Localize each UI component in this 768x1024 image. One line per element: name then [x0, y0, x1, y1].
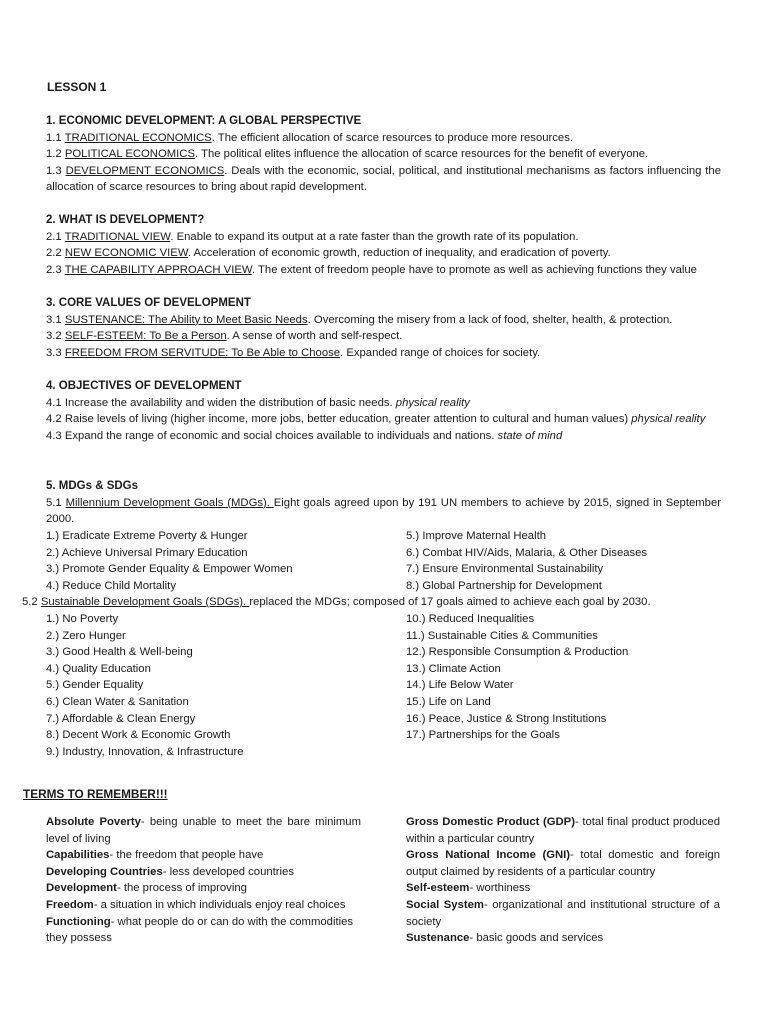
list-item: 16.) Peace, Justice & Strong Institutions — [406, 712, 607, 725]
definition-item: 2.2 NEW ECONOMIC VIEW. Acceleration of economic growth, reduction of inequality, and eradication of poverty. — [46, 247, 611, 260]
list-item: 17.) Partnerships for the Goals — [406, 729, 560, 742]
section-economic-development — [46, 113, 721, 196]
mdg-intro: 5.1 Millennium Development Goals (MDGs). Eight goals agreed upon by 191 UN members to achieve by 2015, signed in September 2000. — [46, 496, 721, 526]
definition-item: 1.1 TRADITIONAL ECONOMICS. The efficient allocation of scarce resources to produce more resources. — [46, 131, 573, 144]
objective-item: 4.2 Raise levels of living (higher income, more jobs, better education, greater attention to cultural and human values) physical reality — [46, 413, 706, 426]
list-item: 6.) Combat HIV/Aids, Malaria, & Other Diseases — [406, 546, 648, 559]
definition-item: 3.3 FREEDOM FROM SERVITUDE: To Be Able to Choose. Expanded range of choices for society. — [46, 346, 541, 359]
definition-item: 3.2 SELF-ESTEEM: To Be a Person. A sense of worth and self-respect. — [46, 330, 403, 343]
list-item: 4.) Reduce Child Mortality — [46, 579, 176, 592]
sdg-list-right — [406, 611, 628, 744]
list-item: 8.) Decent Work & Economic Growth — [46, 729, 231, 742]
list-item: 1.) Eradicate Extreme Poverty & Hunger — [46, 530, 248, 542]
section-what-is-development — [46, 212, 721, 278]
section-heading: 5. MDGs & SDGs — [46, 480, 139, 492]
sdg-intro: 5.2 Sustainable Development Goals (SDGs). replaced the MDGs; composed of 17 goals aimed to achieve each goal by 2030. — [22, 596, 651, 608]
definition-item: 1.2 POLITICAL ECONOMICS. The political elites influence the allocation of scarce resources for the benefit of everyone. — [46, 148, 649, 161]
term-entry: Social System- organizational and institutional structure of a society — [406, 898, 721, 928]
definition-item: 2.1 TRADITIONAL VIEW. Enable to expand its output at a rate faster than the growth rate of its population. — [46, 230, 579, 243]
list-item: 7.) Affordable & Clean Energy — [46, 712, 196, 725]
list-item: 15.) Life on Land — [406, 695, 491, 708]
mdg-list-left — [46, 528, 293, 594]
term-entry: Functioning- what people do or can do with the commodities they possess — [46, 915, 354, 945]
term-entry: Self-esteem- worthiness — [406, 882, 531, 895]
term-entry: Absolute Poverty- being unable to meet the bare minimum level of living — [46, 816, 361, 845]
list-item: 4.) Quality Education — [46, 662, 151, 675]
definition-item: 1.3 DEVELOPMENT ECONOMICS. Deals with the economic, social, political, and institutional mechanisms as factors influencing the allocation of scarce resources to bring about rapid development. — [46, 164, 721, 194]
definition-item: 3.1 SUSTENANCE: The Ability to Meet Basic Needs. Overcoming the misery from a lack of food, shelter, health, & protection. — [46, 313, 673, 326]
section-heading: 4. OBJECTIVES OF DEVELOPMENT — [46, 380, 242, 392]
list-item: 13.) Climate Action — [406, 662, 501, 675]
term-entry: Developing Countries- less developed countries — [46, 865, 294, 878]
list-item: 12.) Responsible Consumption & Production — [406, 646, 629, 659]
term-entry: Gross Domestic Product (GDP)- total final product produced within a particular country — [406, 816, 720, 845]
term-entry: Sustenance- basic goods and services — [406, 932, 604, 945]
list-item: 9.) Industry, Innovation, & Infrastructure — [46, 745, 244, 758]
objective-item: 4.1 Increase the availability and widen the distribution of basic needs. physical reality — [46, 396, 470, 409]
list-item: 2.) Achieve Universal Primary Education — [46, 546, 248, 559]
terms-right-column — [406, 814, 720, 947]
list-item: 3.) Good Health & Well-being — [46, 646, 193, 659]
section-heading: 3. CORE VALUES OF DEVELOPMENT — [46, 297, 251, 309]
term-entry: Capabilities- the freedom that people have — [46, 849, 264, 862]
list-item: 5.) Gender Equality — [46, 679, 144, 692]
list-item: 7.) Ensure Environmental Sustainability — [406, 563, 604, 576]
section-mdgs-sdgs — [46, 478, 721, 528]
section-heading: 1. ECONOMIC DEVELOPMENT: A GLOBAL PERSPECTIVE — [46, 115, 362, 127]
objective-item: 4.3 Expand the range of economic and social choices available to individuals and nations. state of mind — [46, 429, 563, 442]
sdg-list-left — [46, 611, 244, 760]
section-core-values — [46, 295, 721, 361]
list-item: 3.) Promote Gender Equality & Empower Women — [46, 563, 293, 576]
section-objectives — [46, 378, 721, 444]
list-item: 5.) Improve Maternal Health — [406, 530, 547, 542]
term-entry: Freedom- a situation in which individuals enjoy real choices — [46, 898, 346, 911]
list-item: 8.) Global Partnership for Development — [406, 579, 602, 592]
terms-left-column — [46, 814, 361, 947]
lesson-title: LESSON 1 — [47, 80, 107, 94]
list-item: 1.) No Poverty — [46, 613, 119, 625]
list-item: 6.) Clean Water & Sanitation — [46, 695, 189, 708]
list-item: 11.) Sustainable Cities & Communities — [406, 629, 598, 642]
list-item: 10.) Reduced Inequalities — [406, 613, 535, 625]
list-item: 2.) Zero Hunger — [46, 629, 126, 642]
terms-heading: TERMS TO REMEMBER!!! — [23, 787, 168, 801]
definition-item: 2.3 THE CAPABILITY APPROACH VIEW. The extent of freedom people have to promote as well as achieving functions they value — [46, 263, 697, 276]
mdg-list-right — [406, 528, 647, 594]
list-item: 14.) Life Below Water — [406, 679, 514, 692]
section-heading: 2. WHAT IS DEVELOPMENT? — [46, 214, 205, 226]
term-entry: Gross National Income (GNI)- total domestic and foreign output claimed by residents of a particular country — [406, 849, 720, 878]
term-entry: Development- the process of improving — [46, 882, 247, 895]
